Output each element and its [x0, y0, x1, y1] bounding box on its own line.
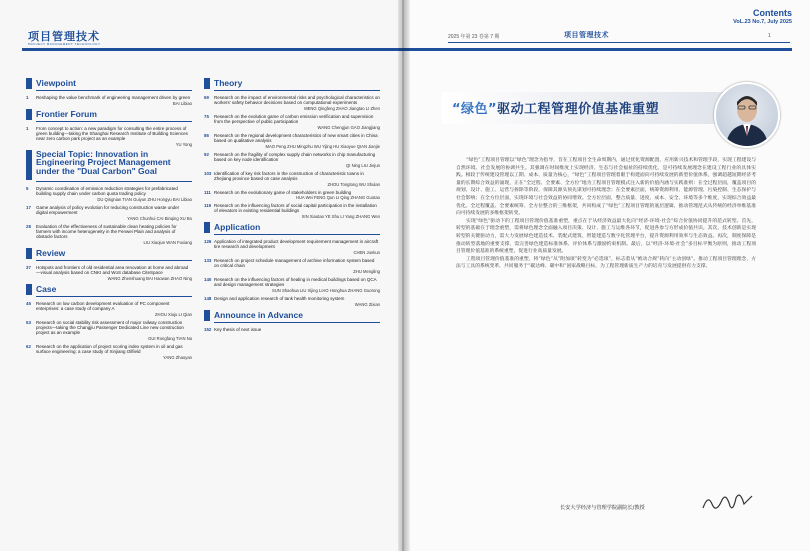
section-heading	[26, 248, 192, 259]
toc-title: Key thesis of next issue	[214, 326, 262, 332]
toc-title: Identification of key risk factors in the construction of characteristic towns in Zhejiang province based on case analysis	[214, 170, 364, 181]
toc-authors: YANG Zhaoyan	[162, 354, 192, 360]
section-heading	[204, 310, 380, 321]
page-gutter	[398, 0, 410, 551]
section-heading	[26, 284, 192, 295]
toc-authors: XIN Xiaotao YE Shu LI Yang ZHANG Wen	[301, 214, 380, 220]
toc-title: Research on social stability risk assessment of major railway construction projects—taking the Changjiu Passenger Dedicated Line new construction project as an example	[36, 319, 184, 335]
toc-entry[interactable]	[204, 277, 380, 293]
toc-title: Research on project schedule management of archive information system based on critical chain	[214, 258, 375, 269]
section-heading	[26, 150, 192, 180]
toc-page-number: 92	[204, 151, 209, 157]
toc-entry[interactable]	[26, 186, 192, 202]
toc-page-number: 148	[204, 295, 212, 301]
toc-page-number: 1	[26, 95, 29, 100]
contents-column-1	[26, 78, 192, 363]
section-title: Announce in Advance	[214, 309, 303, 320]
toc-entry[interactable]	[26, 95, 192, 106]
toc-entry[interactable]	[204, 95, 380, 111]
page-number: 1	[768, 33, 771, 39]
contents-column-2	[204, 78, 380, 335]
toc-entry[interactable]	[26, 301, 192, 317]
toc-entry[interactable]	[204, 258, 380, 274]
toc-page-number: 119	[204, 203, 212, 209]
toc-authors: ZHOU Tongtong WU Shulan	[327, 181, 380, 187]
section-rule	[36, 90, 192, 91]
section-title: Viewpoint	[36, 78, 76, 88]
toc-page-number: 28	[26, 223, 31, 229]
section-heading	[26, 78, 192, 89]
section-rule	[36, 296, 192, 297]
toc-entry[interactable]	[204, 239, 380, 255]
section-marker	[26, 109, 32, 120]
section-heading	[204, 222, 380, 233]
toc-authors: ZHOU Xiuju LI Qian	[154, 311, 192, 317]
section-title: Review	[36, 247, 66, 258]
toc-authors: WANG Zixian	[354, 301, 380, 307]
section-marker	[26, 150, 32, 180]
section-title: Frontier Forum	[36, 108, 97, 119]
section-title: Application	[214, 222, 261, 233]
article-title	[452, 98, 659, 117]
toc-page-number: 133	[204, 258, 212, 264]
toc-page-number: 1	[26, 125, 29, 131]
contents-header	[733, 8, 792, 25]
toc-authors: WANG Chengjun GAO Jiangjiang	[317, 124, 380, 130]
toc-page-number: 5	[26, 185, 29, 191]
toc-entry[interactable]	[26, 265, 192, 281]
toc-page-number: 37	[26, 264, 31, 270]
title-rest: 驱动工程管理价值基准重塑	[497, 102, 660, 117]
toc-title: Research on low carbon development evaluation of PC component enterprises: a case study of company A	[36, 300, 170, 311]
section-title: Theory	[214, 78, 243, 88]
section-rule	[214, 322, 380, 323]
toc-authors: YU Yong	[175, 141, 192, 147]
toc-title: Evaluation of the effectiveness of sustainable clean heating policies for farmers with income heterogeneity in the Fenwei Plain and analysis of obstacle factors	[36, 223, 177, 240]
section-heading	[26, 109, 192, 120]
contents-title: Contents	[753, 8, 792, 18]
toc-page-number: 75	[204, 113, 209, 119]
section-rule	[36, 181, 192, 182]
article-body	[456, 157, 756, 271]
toc-page-number: 17	[26, 204, 31, 210]
toc-title: Dynamic coordination of emission reduction strategies for prefabricated building supply chain under carbon quota trading policy	[36, 185, 178, 197]
toc-authors: GUI Rongfang TIAN Na	[148, 335, 192, 341]
toc-authors: CHEN Junkun	[353, 250, 380, 256]
section-marker	[26, 78, 32, 89]
toc-authors: WANG Zhenshuang BAI Haowan ZHAO Ning	[107, 275, 192, 281]
toc-entry[interactable]	[26, 205, 192, 221]
running-head-logo: 项目管理技术	[564, 31, 609, 39]
toc-authors: LIU Xiaojun WAN Fuxiang	[143, 239, 192, 245]
toc-page-number: 86	[204, 132, 209, 138]
toc-title: Research on the application of project scoring index system in oil and gas surface engineering: a case study of Xinjiang Oilfield	[36, 343, 183, 354]
section-rule	[36, 260, 192, 261]
toc-authors: MAO Peng ZHU Mingzhu WU Yijing HU Xiaoyue QIAN Jianjie	[265, 143, 380, 149]
toc-title: Research on the influencing factors of social capital participation in the installation of elevators in existing residential buildings	[214, 203, 377, 214]
section-marker	[26, 248, 32, 259]
section-marker	[204, 310, 210, 321]
running-head-rule	[448, 42, 790, 43]
toc-title: Design and application research of tank health monitoring system	[214, 295, 345, 301]
toc-title: Application of integrated product development requirement management in aircraft tire research and development	[214, 239, 379, 250]
section-rule	[214, 234, 380, 235]
toc-authors: SUN Shaohua LIU Xijing LIAO Honghua ZHANG Guorong	[271, 287, 380, 293]
author-portrait	[714, 82, 780, 148]
section-marker	[26, 284, 32, 295]
section-title: Case	[36, 283, 57, 294]
toc-title: From concept to action: a new paradigm for consulting the entire process of green building—taking the Shanghai Research Institute of Building Sciences near zero carbon park project as an example	[36, 125, 188, 142]
toc-authors: MENG Qingfeng ZHAO Jiangtao LI Zhen	[304, 105, 380, 111]
toc-title: Research on the impact of environmental risks and psychological characteristics on workers' safety behavior decisions based on computational experiments	[214, 95, 380, 106]
toc-authors: QI Ning LIU Jiejun	[346, 162, 380, 168]
title-quote: “绿色”	[452, 102, 498, 117]
section-title: Special Topic: Innovation in Engineering Project Management under the "Dual Carbon" Goal	[36, 148, 171, 176]
toc-page-number: 152	[204, 326, 212, 332]
toc-page-number: 45	[26, 300, 31, 306]
toc-entry[interactable]	[26, 344, 192, 360]
section-heading	[204, 78, 380, 89]
toc-authors: BAI Libiao	[172, 100, 192, 106]
toc-entry[interactable]	[26, 224, 192, 245]
toc-title: Research on the evolutionary game of stakeholders in green building	[214, 189, 352, 195]
toc-authors: YANG Chunhui CAI Binqing XU Bo	[127, 215, 192, 221]
toc-page-number: 62	[26, 343, 31, 349]
article-paragraph: “绿色”工程项目管理以“绿色”理念为指导，旨在工程项目全生命周期内，通过优化资源配置、应用新兴技术和管理手段，实现工程建设与自然环境、社会发展的协调共生。其强调在时间维度上实现经济、生态与社会福祉的持续优化，是可持续发展理念在建设工程行业的具体实践。相较于传统建设管理以工期、成本、质量为核心，“绿色”工程项目管理着眼于构建面向可持续发展的新型价值体系，强调超越短期经济考量的长期综合效益的涌现，正在“全过程、全要素、全方位”地为工程项目管理模式注入新的价值内涵与实践准则：在全过程层面，覆盖项目的规划、设计、施工、运营与拆除等阶段，保障其源头预先谋划可持续理念；在全要素层面，统筹资源利用、能源管理、污染控制、生态保护与社会影响；在全方位层面，实现环境与社会效益的协同增效。全方位层面，整合质量、进度、成本、安全、环境等多个维度，实现综合效益最优化。全过程覆盖、全要素统筹、全方位整合的三维框架，共同构成了“绿色”工程项目管理的底层逻辑，推动管理范式从传统的经济单维基准向可持续发展的多维框架转变。	[456, 158, 756, 217]
running-head-date: 2025 年第 23 卷第 7 期	[448, 34, 500, 40]
toc-entry[interactable]	[204, 152, 380, 168]
section-rule	[36, 121, 192, 122]
toc-title: Research on the evolution game of carbon emission verification and supervision from the perspective of public participation	[214, 113, 374, 125]
toc-entry[interactable]	[204, 296, 380, 307]
toc-page-number: 69	[204, 95, 209, 100]
issue-line: VoL.23 No.7, July 2025	[733, 19, 792, 25]
author-signature	[700, 488, 756, 521]
toc-page-number: 103	[204, 170, 212, 176]
section-marker	[204, 78, 210, 89]
toc-entry[interactable]	[26, 126, 192, 147]
toc-entry[interactable]	[204, 327, 380, 332]
section-marker	[204, 222, 210, 233]
toc-title: Research on the regional development characteristics of new smart cities in China based on qualitative analysis	[214, 132, 378, 144]
toc-entry[interactable]	[204, 190, 380, 201]
toc-entry[interactable]	[204, 203, 380, 219]
article-paragraph: 实现“绿色”驱动下的工程项目管理价值基准重塑，重点在于从经济效益最大化向“经济-环境-社会”综合价值协同提升的范式转型。首先，转型的基础在于理念重塑，需将绿色理念全面融入项目决策、设计、施工与运维各环节，促进各参与方形成价值共识。其次，技术创新是实现转型的关键驱动力，需大力发展绿色建造技术、装配式建筑、智能建造与数字化管理平台，提升资源利用效率与生态效益。再次，制度保障是推动转型落地的重要支撑，需完善绿色建造标准体系、评价体系与激励约束机制。最后，以“经济-环境-社会”多目标平衡为原则，推动工程项目管理价值基准的系统重塑，促进行业高质量发展。	[456, 218, 756, 255]
toc-page-number: 53	[26, 319, 31, 325]
toc-title: Research on the fragility of complex supply chain networks in chip manufacturing based on key node identification	[214, 151, 376, 162]
portrait-image	[716, 84, 778, 146]
toc-entry[interactable]	[204, 133, 380, 149]
author-byline: 长安大学经济与管理学院副院长/教授	[560, 505, 645, 511]
toc-title: Reshaping the value benchmark of engineering management driven by green	[36, 95, 191, 100]
toc-title: Game analysis of policy evolution for reducing construction waste under digital empowerment	[36, 204, 180, 215]
toc-title: Hotspots and frontiers of old residential area renovation at home and abroad—visual analysis based on CNKI and WoS database CiteSpace	[36, 264, 189, 275]
toc-page-number: 140	[204, 276, 212, 282]
toc-entry[interactable]	[204, 114, 380, 130]
toc-page-number: 126	[204, 239, 212, 245]
toc-authors: HUA Wei FENG Qun LI Qing ZHANG Guotao	[295, 195, 380, 201]
section-rule	[214, 90, 380, 91]
toc-authors: DU Qingnian TIAN Guiyun ZHU Hongyu BAI Libiao	[97, 196, 192, 202]
journal-logo: 项目管理技术	[28, 30, 100, 43]
toc-page-number: 111	[204, 189, 211, 195]
toc-title: Research on the influencing factors of healing in medical buildings based on QCA and design management strategies	[214, 276, 377, 288]
journal-logo-sub: PROJECT MANAGEMENT TECHNOLOGY	[28, 42, 101, 46]
toc-entry[interactable]	[26, 320, 192, 341]
toc-authors: ZHU Mengling	[353, 268, 380, 274]
toc-entry[interactable]	[204, 171, 380, 187]
article-paragraph: 工程项目管理价值基准的重塑，将“绿色”从“附加项”转变为“必选项”，标志着从“被动合规”转向“主动创绿”。推动工程项目管理理念、方法与工具的系统变革，共同服务于“碳达峰、碳中和”国家战略目标，为工程管理新质生产力的培育与发展提供有力支撑。	[456, 256, 756, 270]
